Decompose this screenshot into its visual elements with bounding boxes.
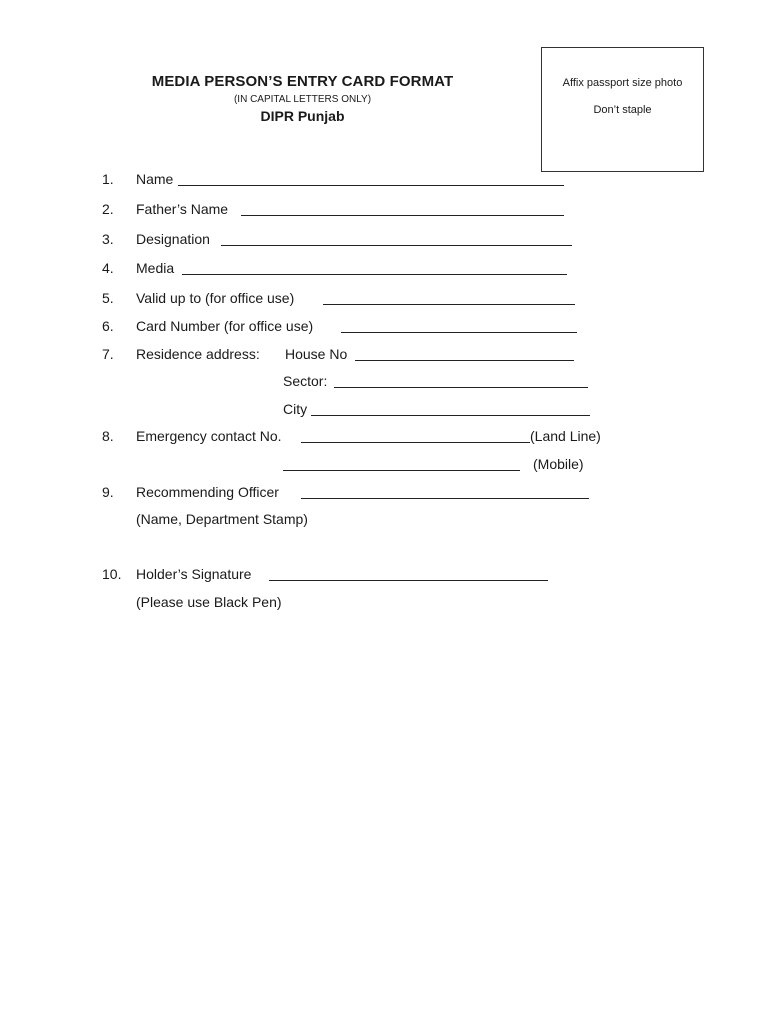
form-title: MEDIA PERSON’S ENTRY CARD FORMAT	[151, 73, 454, 90]
department-name: DIPR Punjab	[260, 108, 345, 124]
house-no-blank[interactable]	[355, 360, 574, 361]
house-no-label: House No	[285, 346, 348, 362]
photo-box	[541, 47, 704, 172]
landline-label: (Land Line)	[530, 428, 601, 444]
card-number-label: Card Number (for office use)	[136, 318, 314, 334]
recommending-officer-label: Recommending Officer	[136, 484, 279, 500]
field-number: 5.	[102, 290, 114, 306]
name-blank[interactable]	[178, 185, 564, 186]
mobile-label: (Mobile)	[533, 456, 584, 472]
holders-signature-note: (Please use Black Pen)	[136, 594, 282, 610]
field-number: 1.	[102, 171, 114, 187]
field-number: 6.	[102, 318, 114, 334]
city-blank[interactable]	[311, 415, 590, 416]
valid-up-to-blank[interactable]	[323, 304, 575, 305]
valid-up-to-label: Valid up to (for office use)	[136, 290, 295, 306]
media-blank[interactable]	[182, 274, 567, 275]
field-number: 7.	[102, 346, 114, 362]
photo-note: Don’t staple	[593, 104, 652, 116]
fathers-name-label: Father’s Name	[136, 201, 229, 217]
field-number: 4.	[102, 260, 114, 276]
recommending-officer-note: (Name, Department Stamp)	[136, 511, 308, 527]
holders-signature-blank[interactable]	[269, 580, 548, 581]
mobile-blank[interactable]	[283, 470, 520, 471]
emergency-contact-label: Emergency contact No.	[136, 428, 282, 444]
form-subtitle: (IN CAPITAL LETTERS ONLY)	[233, 94, 372, 105]
sector-label: Sector:	[283, 373, 328, 389]
card-number-blank[interactable]	[341, 332, 577, 333]
designation-label: Designation	[136, 231, 210, 247]
holders-signature-label: Holder’s Signature	[136, 566, 252, 582]
field-number: 8.	[102, 428, 114, 444]
designation-blank[interactable]	[221, 245, 572, 246]
field-number: 3.	[102, 231, 114, 247]
fathers-name-blank[interactable]	[241, 215, 564, 216]
city-label: City	[283, 401, 308, 417]
sector-blank[interactable]	[334, 387, 588, 388]
media-label: Media	[136, 260, 175, 276]
recommending-officer-blank[interactable]	[301, 498, 589, 499]
field-number: 9.	[102, 484, 114, 500]
field-number: 10.	[102, 566, 122, 582]
photo-instruction: Affix passport size photo	[562, 77, 683, 89]
landline-blank[interactable]	[301, 442, 530, 443]
field-number: 2.	[102, 201, 114, 217]
name-label: Name	[136, 171, 174, 187]
residence-address-label: Residence address:	[136, 346, 260, 362]
